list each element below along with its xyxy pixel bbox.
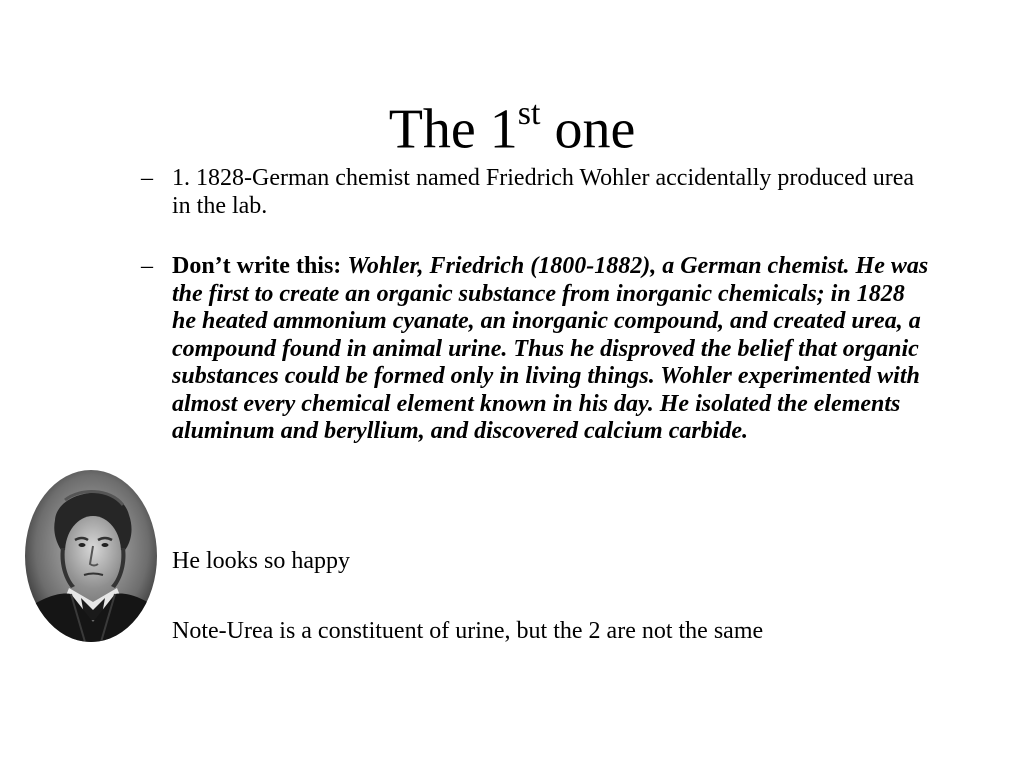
bullet-text: 1. 1828-German chemist named Friedrich Wohler accidentally produced urea in the lab.	[172, 165, 915, 219]
title-main: The 1	[388, 98, 518, 161]
portrait-image	[25, 470, 159, 642]
title-end: one	[540, 98, 636, 161]
title-superscript: st	[517, 95, 541, 132]
portrait-illustration	[25, 470, 159, 642]
note-line: Note-Urea is a constituent of urine, but the 2 are not the same	[172, 618, 764, 644]
slide-title	[0, 78, 1024, 170]
bullet-list	[141, 165, 931, 446]
bullet-dash: –	[141, 253, 153, 279]
bullet-dash: –	[141, 165, 153, 191]
caption-happy: He looks so happy	[172, 548, 350, 574]
bullet-lead: Don’t write this:	[172, 253, 348, 279]
bullet-item	[141, 253, 931, 446]
bullet-text: Wohler, Friedrich (1800-1882), a German chemist. He was the first to create an organic substance from inorganic chemicals; in 1828 he heated ammonium cyanate, an inorganic compound, and created urea, a compound found in animal urine. Thus he disproved the belief that organic substances could be formed only in living things. Wohler experimented with almost every chemical element known in his day. He isolated the elements aluminum and beryllium, and discovered calcium carbide.	[172, 253, 929, 444]
bullet-item	[141, 165, 931, 220]
